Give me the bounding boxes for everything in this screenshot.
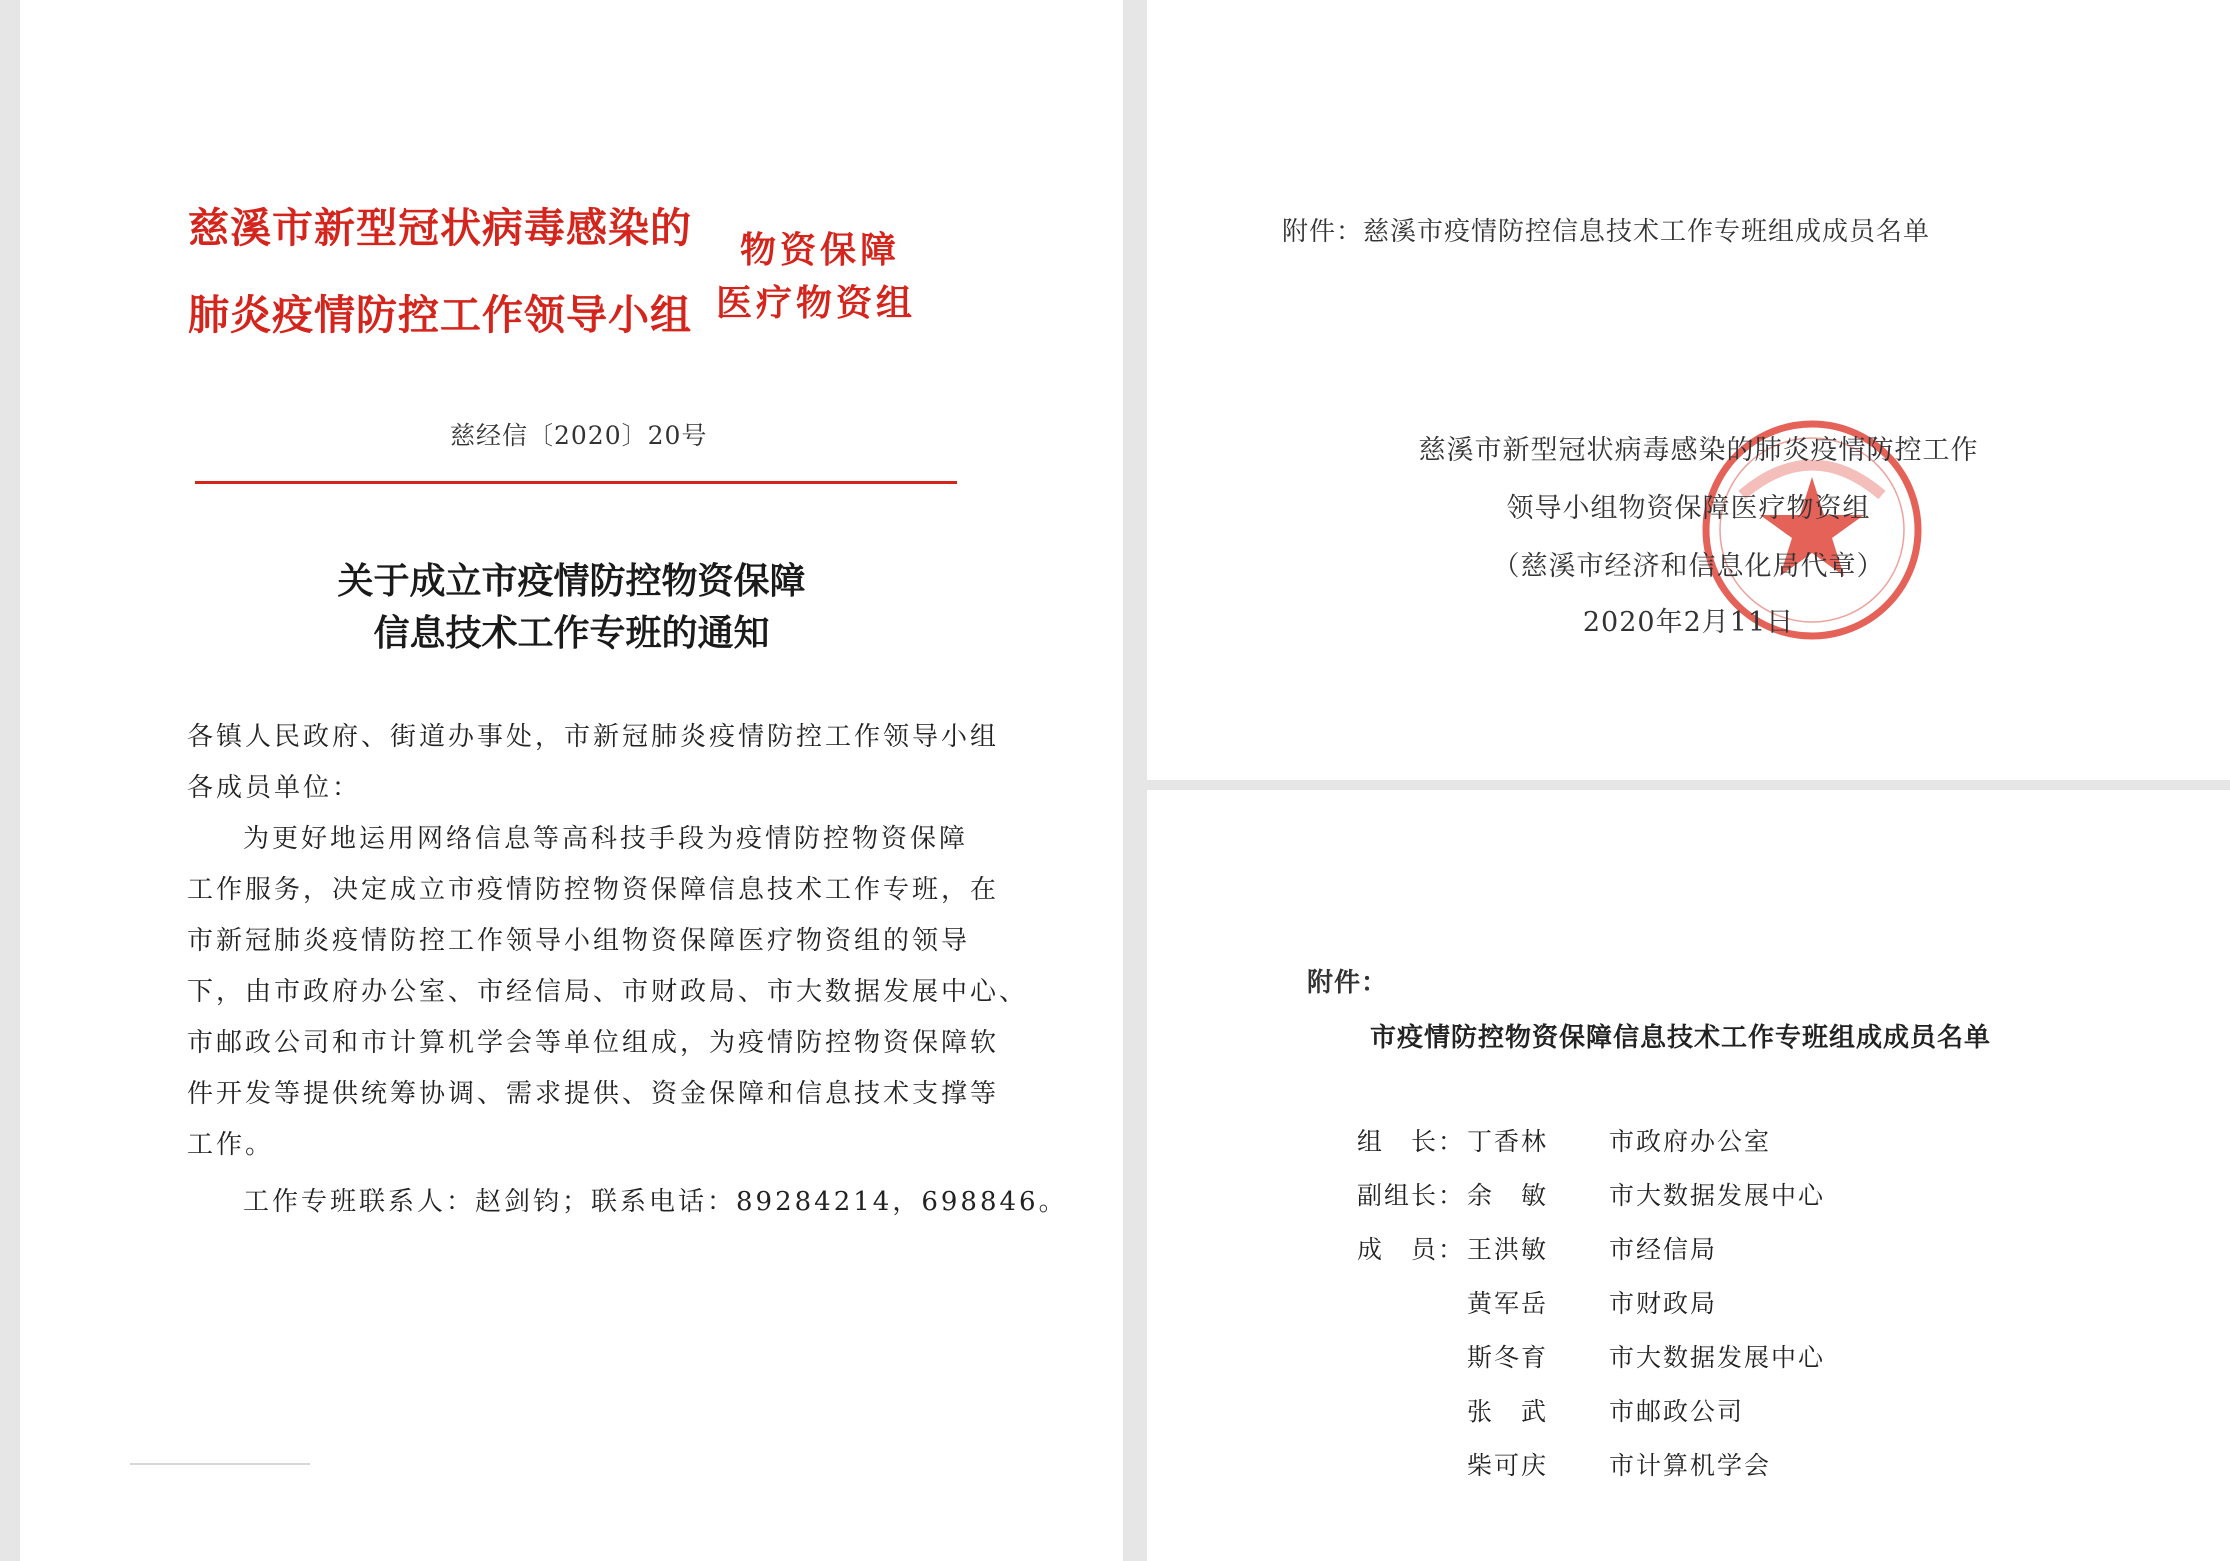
header-side-line-2: 医疗物资组 <box>716 282 917 324</box>
roster-unit: 市政府办公室 <box>1609 1127 1772 1156</box>
notice-title-line-2: 信息技术工作专班的通知 <box>373 612 770 654</box>
header-org-line-2: 肺炎疫情防控工作领导小组 <box>188 291 692 339</box>
body-line: 市新冠肺炎疫情防控工作领导小组物资保障医疗物资组的领导 <box>187 926 971 956</box>
issue-date: 2020年2月11日 <box>1582 607 1795 638</box>
roster-unit: 市财政局 <box>1609 1289 1718 1318</box>
roster-name: 余 敏 <box>1467 1181 1549 1210</box>
red-divider <box>195 481 957 484</box>
attachment-line: 附件：慈溪市疫情防控信息技术工作专班组成成员名单 <box>1282 217 1931 247</box>
body-line: 各成员单位： <box>187 773 362 803</box>
roster-unit: 市计算机学会 <box>1609 1451 1772 1480</box>
document-number: 慈经信〔2020〕20号 <box>450 421 708 450</box>
seal-text-line-2: 领导小组物资保障医疗物资组 <box>1506 493 1871 524</box>
roster-unit: 市邮政公司 <box>1609 1397 1745 1426</box>
roster-name: 斯冬育 <box>1467 1343 1549 1372</box>
body-line: 件开发等提供统筹协调、需求提供、资金保障和信息技术支撑等 <box>187 1079 1000 1109</box>
roster-name: 王洪敏 <box>1467 1235 1549 1264</box>
contact-line: 工作专班联系人：赵剑钧；联系电话：89284214，698846。 <box>243 1187 1068 1217</box>
roster-name: 丁香林 <box>1467 1127 1549 1156</box>
body-line: 工作。 <box>187 1130 275 1160</box>
roster-unit: 市经信局 <box>1609 1235 1718 1264</box>
seal-text-line-3: （慈溪市经济和信息化局代章） <box>1492 551 1885 582</box>
body-line: 市邮政公司和市计算机学会等单位组成，为疫情防控物资保障软 <box>187 1028 1000 1058</box>
roster-name: 柴可庆 <box>1467 1451 1549 1480</box>
roster-name: 张 武 <box>1467 1397 1549 1426</box>
header-org-line-1: 慈溪市新型冠状病毒感染的 <box>188 204 692 252</box>
roster-page <box>1147 790 2230 1561</box>
roster-unit: 市大数据发展中心 <box>1609 1181 1826 1210</box>
notice-title-line-1: 关于成立市疫情防控物资保障 <box>337 560 806 602</box>
body-line: 各镇人民政府、街道办事处，市新冠肺炎疫情防控工作领导小组 <box>187 722 1000 752</box>
seal-text-line-1: 慈溪市新型冠状病毒感染的肺炎疫情防控工作 <box>1418 435 1979 466</box>
roster-role: 组 长： <box>1357 1127 1466 1156</box>
roster-title: 市疫情防控物资保障信息技术工作专班组成成员名单 <box>1370 1023 1992 1053</box>
roster-unit: 市大数据发展中心 <box>1609 1343 1826 1372</box>
body-line: 为更好地运用网络信息等高科技手段为疫情防控物资保障 <box>243 824 969 854</box>
notice-page <box>20 0 1123 1561</box>
scan-artifact-line <box>130 1463 310 1465</box>
seal-page <box>1147 0 2230 780</box>
roster-role: 副组长： <box>1357 1181 1466 1210</box>
roster-role: 成 员： <box>1357 1235 1466 1264</box>
body-line: 下，由市政府办公室、市经信局、市财政局、市大数据发展中心、 <box>187 977 1029 1007</box>
roster-name: 黄军岳 <box>1467 1289 1549 1318</box>
body-line: 工作服务，决定成立市疫情防控物资保障信息技术工作专班，在 <box>187 875 1000 905</box>
header-side-line-1: 物资保障 <box>740 229 901 271</box>
attachment-label: 附件： <box>1307 968 1389 998</box>
